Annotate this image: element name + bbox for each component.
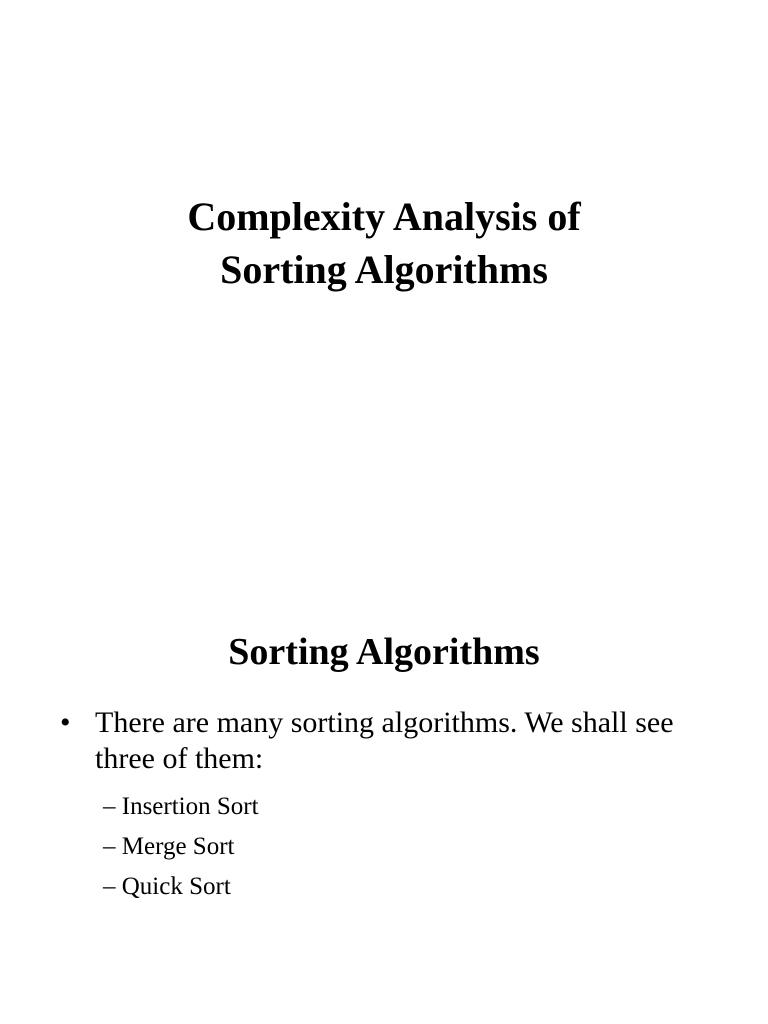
- content-slide: [0, 512, 768, 1024]
- sub-item-insertion-sort: – Insertion Sort: [103, 793, 259, 820]
- bullet-marker: •: [60, 706, 71, 739]
- bullet-item: [60, 705, 720, 907]
- slide-title-line-1: Complexity Analysis of: [187, 194, 581, 239]
- slide-title-line-2: Sorting Algorithms: [220, 247, 548, 292]
- content-slide-title: Sorting Algorithms: [228, 631, 540, 673]
- bullet-text: There are many sorting algorithms. We shall see three of them:: [95, 706, 674, 775]
- bullet-list: [60, 705, 720, 907]
- sub-item-quick-sort: – Quick Sort: [103, 873, 231, 900]
- sub-bullet-list: [95, 787, 720, 907]
- slide-title: [0, 190, 768, 296]
- sub-item-merge-sort: – Merge Sort: [103, 833, 235, 860]
